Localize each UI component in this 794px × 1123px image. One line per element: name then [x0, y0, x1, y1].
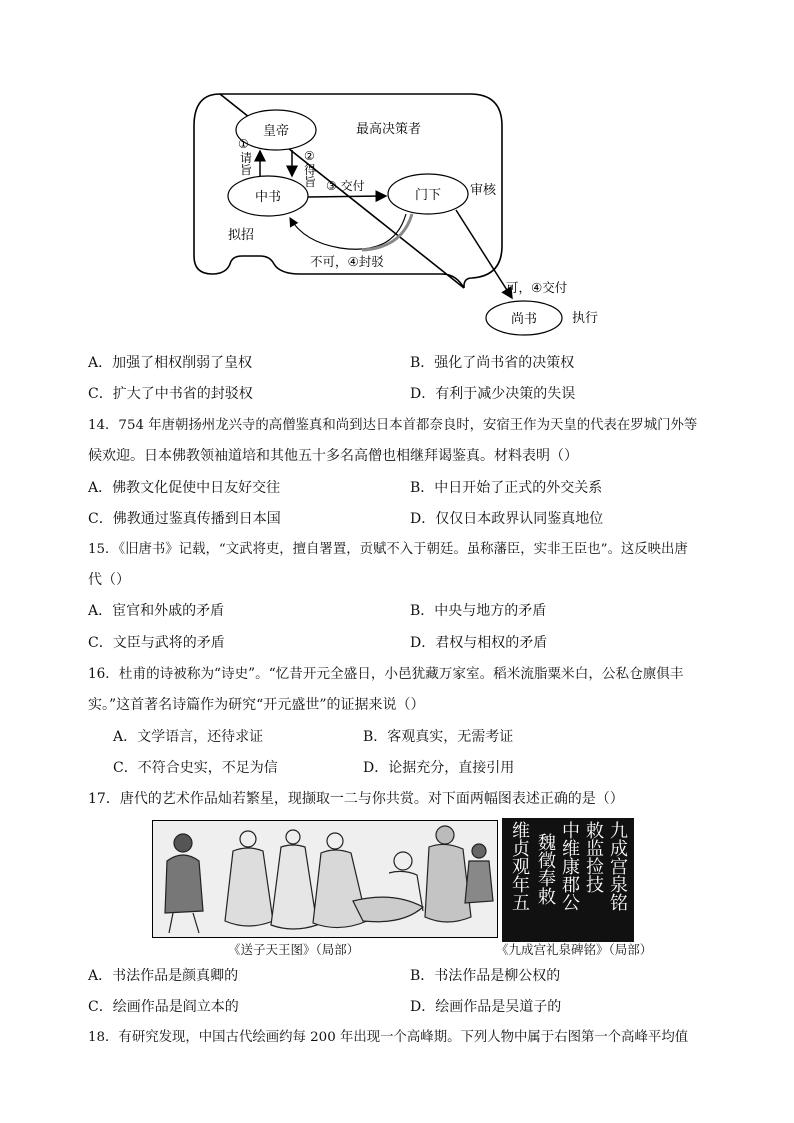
q17-option-c[interactable]: C．绘画作品是阎立本的	[88, 999, 239, 1015]
q17-option-a[interactable]: A．书法作品是颜真卿的	[88, 968, 239, 984]
decision-process-diagram	[180, 88, 600, 338]
q14-option-b[interactable]: B．中日开始了正式的外交关系	[410, 480, 603, 496]
q16-option-d[interactable]: D．论据充分，直接引用	[363, 760, 515, 776]
q15-option-a[interactable]: A．宦官和外戚的矛盾	[88, 603, 225, 619]
zhongshu-label: 中书	[254, 190, 282, 205]
approve-label: 可，④交付	[506, 280, 568, 295]
q14-stem-line2: 候欢迎。日本佛教领袖道培和其他五十多名高僧也相继拜谒鉴真。材料表明（）	[88, 448, 578, 464]
shangshu-role: 执行	[572, 311, 599, 326]
calligraphy-col-5: 维贞观年五	[509, 821, 530, 911]
svg-text:①: ①	[238, 137, 249, 151]
q13-option-a[interactable]: A．加强了相权削弱了皇权	[88, 355, 253, 371]
q15-option-c[interactable]: C．文臣与武将的矛盾	[88, 635, 225, 651]
q13-option-b[interactable]: B．强化了尚书省的决策权	[410, 355, 575, 371]
emperor-role: 最高决策者	[356, 122, 422, 137]
menxia-label: 门下	[414, 188, 442, 203]
shangshu-label: 尚书	[510, 312, 538, 327]
q17-option-d[interactable]: D．绘画作品是吴道子的	[410, 999, 562, 1015]
q13-option-c[interactable]: C．扩大了中书省的封驳权	[88, 386, 253, 402]
step3-label: ③ 交付	[326, 179, 365, 193]
painting-sketch	[153, 821, 497, 937]
emperor-label: 皇帝	[262, 124, 290, 139]
q17-option-b[interactable]: B．书法作品是柳公权的	[410, 968, 561, 984]
painting-caption: 《送子天王图》（局部）	[228, 942, 360, 957]
q16-option-b[interactable]: B．客观真实，无需考证	[363, 729, 514, 745]
step2-label	[304, 149, 316, 189]
q15-option-d[interactable]: D．君权与相权的矛盾	[410, 635, 548, 651]
svg-text:得: 得	[304, 163, 317, 177]
q15-stem-line2: 代（）	[88, 572, 130, 588]
calligraphy-caption: 《九成宫礼泉碑铭》（局部）	[496, 942, 653, 957]
q18-stem-line1: 18．有研究发现，中国古代绘画约每 200 年出现一个高峰期。下列人物中属于右图第一个高峰平均值	[88, 1030, 689, 1045]
q16-stem-line2: 实。”这首著名诗篇作为研究“开元盛世”的证据来说（）	[88, 697, 425, 713]
q15-stem-line1: 15．《旧唐书》记载，“文武将吏，擅自署置，贡赋不入于朝廷。虽称藩臣，实非王臣也”。这反映出唐	[88, 542, 688, 557]
q13-option-d[interactable]: D．有利于减少决策的失误	[410, 386, 576, 402]
q16-option-a[interactable]: A．文学语言，还待求证	[113, 729, 264, 745]
q16-stem-line1: 16．杜甫的诗被称为“诗史”。“忆昔开元全盛日，小邑犹藏万家室。稻米流脂粟米白，公私仓廪俱丰	[88, 666, 684, 682]
q16-option-c[interactable]: C．不符合史实，不足为信	[113, 760, 278, 776]
arrow-deliver	[308, 196, 386, 197]
q14-option-d[interactable]: D．仅仅日本政界认同鉴真地位	[410, 511, 604, 527]
calligraphy-col-4: 魏徵奉敕	[535, 833, 556, 905]
zhongshu-role: 拟招	[228, 228, 255, 243]
painting-image	[152, 820, 498, 938]
q15-option-b[interactable]: B．中央与地方的矛盾	[410, 603, 547, 619]
calligraphy-col-2: 敕监捡技	[583, 821, 604, 893]
svg-text:②: ②	[304, 149, 315, 163]
q17-stem-line1: 17．唐代的艺术作品灿若繁星，现撷取一二与你共赏。对下面两幅图表述正确的是（）	[88, 791, 624, 807]
svg-text:旨: 旨	[304, 175, 317, 189]
menxia-role: 审核	[470, 183, 497, 198]
q14-option-a[interactable]: A．佛教文化促使中日友好交往	[88, 480, 281, 496]
reject-label: 不可，④封驳	[310, 254, 384, 269]
calligraphy-col-3: 中维康郡公	[559, 821, 580, 911]
q14-stem-line1: 14．754 年唐朝扬州龙兴寺的高僧鉴真和尚到达日本首都奈良时，安宿王作为天皇的代表在罗城门外等	[88, 418, 698, 433]
svg-text:旨: 旨	[240, 163, 253, 177]
calligraphy-image	[502, 818, 634, 942]
svg-text:请: 请	[240, 151, 253, 165]
q14-option-c[interactable]: C．佛教通过鉴真传播到日本国	[88, 511, 281, 527]
calligraphy-col-1: 九成宫泉铭	[607, 821, 628, 911]
